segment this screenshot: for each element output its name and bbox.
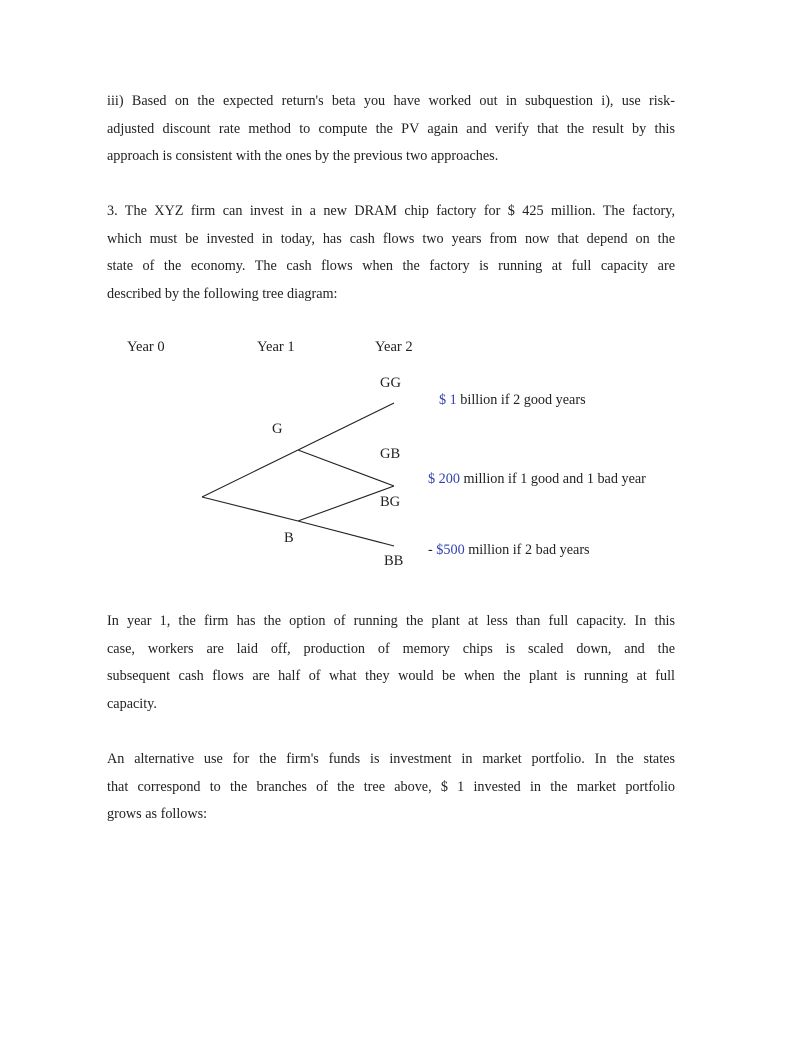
node-bb-label: BB bbox=[384, 553, 404, 569]
text-line: case, workers are laid off, production of memory chips is scaled down, and the bbox=[107, 640, 675, 657]
outcome-mixed-amount: $ 200 bbox=[428, 471, 460, 487]
outcome-bb bbox=[428, 542, 590, 559]
outcome-bb-amount: $500 bbox=[436, 542, 465, 558]
outcome-bb-prefix: - bbox=[428, 542, 437, 558]
text-line: adjusted discount rate method to compute the PV again and verify that the result by this bbox=[107, 120, 675, 137]
branch-b-to-bb bbox=[298, 521, 394, 546]
text-line: which must be invested in today, has cash flows two years from now that depend on the bbox=[107, 230, 675, 247]
node-bg-label: BG bbox=[380, 494, 401, 510]
year-2-label: Year 2 bbox=[375, 339, 413, 355]
outcome-gg-amount: $ 1 bbox=[439, 392, 457, 408]
text-line: state of the economy. The cash flows when the factory is running at full capacity are bbox=[107, 258, 675, 274]
outcome-bb-text: million if 2 bad years bbox=[468, 542, 590, 558]
node-b-label: B bbox=[284, 530, 294, 546]
year-0-label: Year 0 bbox=[127, 339, 165, 355]
node-gg-label: GG bbox=[380, 375, 401, 391]
outcome-gg bbox=[439, 392, 586, 409]
outcome-gg-text: billion if 2 good years bbox=[460, 392, 586, 408]
year-1-label: Year 1 bbox=[257, 339, 295, 355]
year-1-option-paragraph bbox=[107, 608, 675, 718]
text-line: An alternative use for the firm's funds is investment in market portfolio. In the states bbox=[107, 751, 675, 767]
outcome-mixed bbox=[428, 471, 646, 488]
text-line: approach is consistent with the ones by the previous two approaches. bbox=[107, 148, 499, 164]
alternative-use-paragraph bbox=[107, 746, 675, 829]
branch-g-to-gg bbox=[298, 403, 394, 450]
text-line: iii) Based on the expected return's beta you have worked out in subquestion i), use risk- bbox=[107, 93, 675, 109]
text-line: subsequent cash flows are half of what they would be when the plant is running at full bbox=[107, 668, 675, 684]
text-line: described by the following tree diagram: bbox=[107, 285, 338, 302]
branch-root-to-b bbox=[202, 497, 298, 521]
text-line: grows as follows: bbox=[107, 806, 208, 822]
text-line: In year 1, the firm has the option of running the plant at less than full capacity. In this bbox=[107, 613, 675, 629]
text-line: capacity. bbox=[107, 695, 157, 712]
text-line: that correspond to the branches of the tree above, $ 1 invested in the market portfolio bbox=[107, 778, 675, 795]
branch-root-to-g bbox=[202, 450, 298, 497]
node-gb-label: GB bbox=[380, 446, 401, 462]
text-line: 3. The XYZ firm can invest in a new DRAM chip factory for $ 425 million. The factory, bbox=[107, 203, 675, 219]
node-g-label: G bbox=[272, 421, 283, 437]
outcome-mixed-text: million if 1 good and 1 bad year bbox=[463, 471, 646, 487]
